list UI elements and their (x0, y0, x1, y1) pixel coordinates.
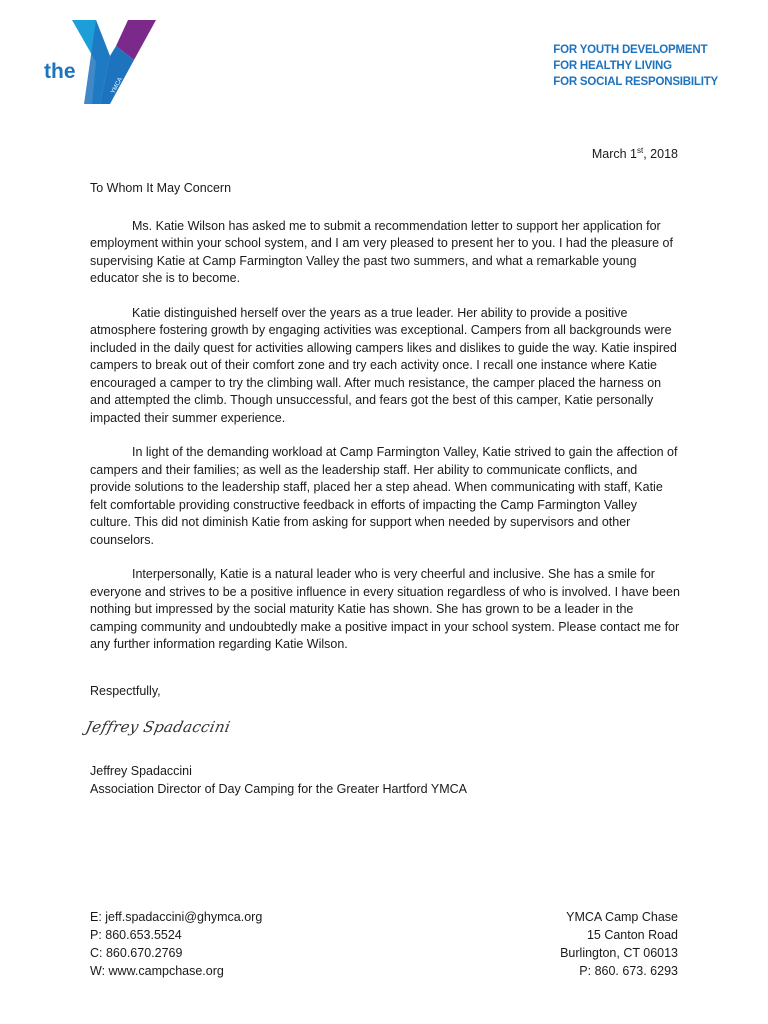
signer-title: Association Director of Day Camping for the Greater Hartford YMCA (90, 782, 467, 796)
closing: Respectfully, (90, 684, 161, 698)
body-paragraph: In light of the demanding workload at Camp Farmington Valley, Katie strived to gain the affection of campers and their families; as well as the leadership staff. Her ability to communicate conflicts, and provide solutions to the leadership staff, placed her a step ahead. When communicating with staff, Katie felt comfortable providing constructive feedback in efforts of impacting the Camp Farmington Valley culture. This did not diminish Katie from asking for support when needed by supervisors and other counselors. (90, 445, 678, 547)
letter-body (90, 180, 680, 671)
tagline-line: FOR SOCIAL RESPONSIBILITY (553, 76, 718, 88)
salutation: To Whom It May Concern (90, 181, 232, 195)
date-suffix: st (637, 146, 644, 155)
contact-email: E: jeff.spadaccini@ghymca.org (90, 910, 263, 924)
body-paragraph: Ms. Katie Wilson has asked me to submit a recommendation letter to support her application for employment within your school system, and I am very pleased to present her to you. I had the pleasure of supervising Katie at Camp Farmington Valley the past two summers, and what a remarkable young educator she is to become. (90, 218, 673, 285)
date-year: , 2018 (643, 147, 678, 162)
body-paragraph: Katie distinguished herself over the years as a true leader. Her ability to provide a positive atmosphere fostering growth by engaging activities was exceptional. Campers from all backgrounds were included in the daily quest for activities allowing campers likes and dislikes to guide the way. Katie inspired campers to break out of their comfort zone and try each activity once. I recall one instance where Katie encouraged a camper to try the climbing wall. After much resistance, the camper placed the harness on and attempted the climb. Though unsuccessful, and fears got the best of this camper, Katie personally impacted their summer experience. (90, 305, 677, 425)
tagline (553, 42, 718, 90)
handwritten-signature: Jeffrey Spadaccini (84, 718, 233, 736)
address-phone: P: 860. 673. 6293 (579, 964, 678, 978)
contact-cell: C: 860.670.2769 (90, 946, 183, 960)
contact-phone: P: 860.653.5524 (90, 928, 182, 942)
contact-website: W: www.campchase.org (90, 964, 224, 978)
body-paragraph: Interpersonally, Katie is a natural leader who is very cheerful and inclusive. She has a smile for everyone and strives to be a positive influence in every situation regardless of who is involved. I have been nothing but impressed by the social maturity Katie has shown. She has grown to be a leader in the camping community and undoubtedly make a positive impact in your school system. Please contact me for any further information regarding Katie Wilson. (90, 567, 680, 651)
ymca-y-icon (70, 16, 158, 108)
logo-vertical-text: YMCA (110, 76, 124, 95)
signer-name: Jeffrey Spadaccini (90, 764, 192, 778)
tagline-line: FOR YOUTH DEVELOPMENT (553, 44, 708, 56)
logo-word: the (44, 60, 76, 83)
address-street: 15 Canton Road (586, 928, 678, 942)
ymca-logo (40, 16, 160, 108)
tagline-line: FOR HEALTHY LIVING (553, 60, 672, 72)
address-city: Burlington, CT 06013 (560, 946, 678, 960)
contact-info (90, 908, 262, 980)
signer-block (90, 762, 467, 798)
letter-date (592, 146, 678, 161)
date-month-day: March 1 (591, 147, 637, 162)
camp-address (560, 908, 678, 980)
address-name: YMCA Camp Chase (566, 910, 678, 924)
